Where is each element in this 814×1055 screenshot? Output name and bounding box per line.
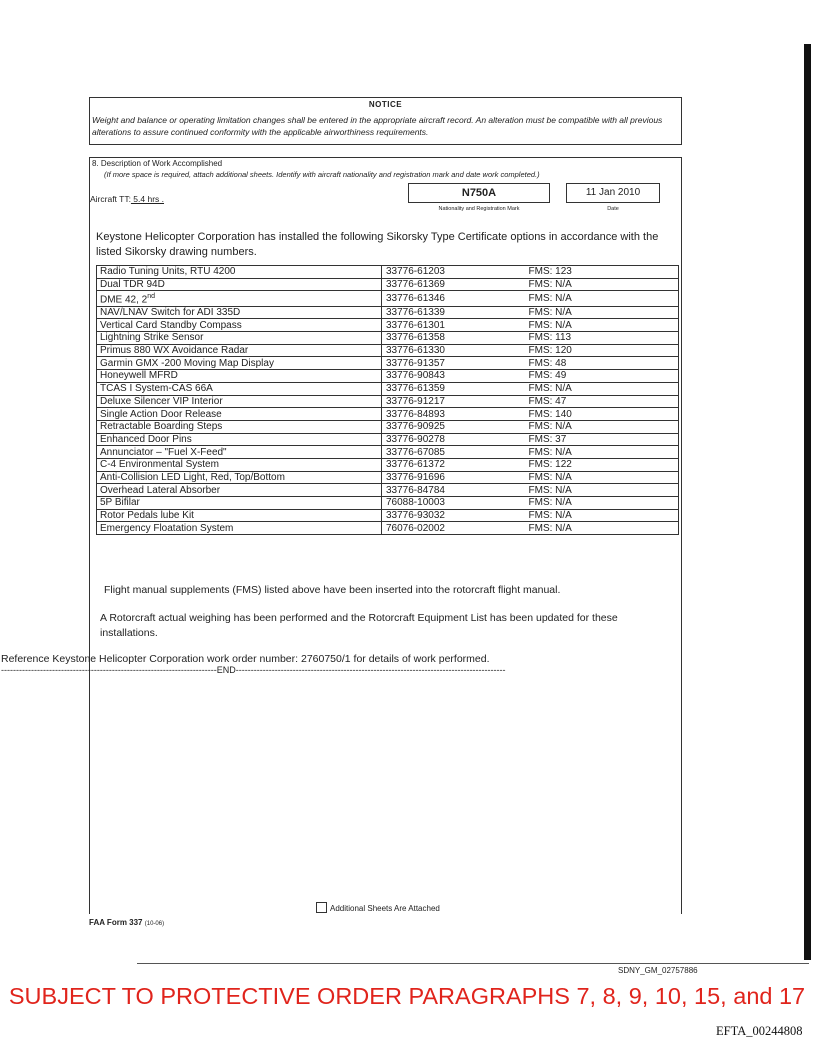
drawing-number: 76088-10003 (382, 497, 501, 510)
table-row (97, 433, 679, 446)
fms-number: FMS: 123 (501, 266, 679, 279)
option-name: DME 42, 2nd (97, 291, 382, 306)
option-name: Annunciator – "Fuel X-Feed" (97, 446, 382, 459)
additional-sheets-checkbox[interactable] (316, 902, 327, 913)
form-name: FAA Form 337 (89, 918, 143, 927)
drawing-number: 33776-61339 (382, 306, 501, 319)
work-description-section (1, 157, 682, 914)
drawing-number: 33776-91357 (382, 357, 501, 370)
section-title: 8. Description of Work Accomplished (92, 159, 223, 168)
form-id (89, 918, 164, 927)
option-name: Deluxe Silencer VIP Interior (97, 395, 382, 408)
end-line: ------------------------------------------------------------------------END------------------------------------------------------------------------------------------ (1, 665, 506, 675)
table-row (97, 497, 679, 510)
drawing-number: 33776-84893 (382, 408, 501, 421)
table-row (97, 291, 679, 306)
fms-number: FMS: N/A (501, 382, 679, 395)
option-name: TCAS I System-CAS 66A (97, 382, 382, 395)
registration-caption: Nationality and Registration Mark (438, 206, 520, 212)
table-row (97, 408, 679, 421)
notice-title: NOTICE (368, 100, 403, 109)
additional-sheets-label: Additional Sheets Are Attached (330, 904, 440, 913)
protective-order-banner: SUBJECT TO PROTECTIVE ORDER PARAGRAPHS 7, 8, 9, 10, 15, and 17 (8, 983, 806, 1009)
fms-number: FMS: 49 (501, 370, 679, 383)
table-row (97, 471, 679, 484)
weighing-note: A Rotorcraft actual weighing has been performed and the Rotorcraft Equipment List has been updated for these installations. (100, 612, 618, 639)
option-name: C-4 Environmental System (97, 458, 382, 471)
fms-number: FMS: N/A (501, 306, 679, 319)
table-row (97, 332, 679, 345)
option-name: Anti-Collision LED Light, Red, Top/Bottom (97, 471, 382, 484)
notice-text: Weight and balance or operating limitation changes shall be entered in the appropriate aircraft record. An alteration must be compatible with all previous alterations to assure continued conformity with the applicable airworthiness requirements. (92, 115, 663, 137)
fms-number: FMS: N/A (501, 522, 679, 535)
fms-note: Flight manual supplements (FMS) listed above have been inserted into the rotorcraft flight manual. (104, 584, 561, 596)
section-instructions: (If more space is required, attach additional sheets. Identify with aircraft nationality and registration mark and date work completed.) (104, 170, 540, 179)
option-name: Honeywell MFRD (97, 370, 382, 383)
table-row (97, 395, 679, 408)
aircraft-tt-label: Aircraft TT: (90, 194, 131, 204)
table-row (97, 357, 679, 370)
fms-number: FMS: 140 (501, 408, 679, 421)
form-revision: (10-06) (144, 921, 165, 927)
option-name: Enhanced Door Pins (97, 433, 382, 446)
option-name: Overhead Lateral Absorber (97, 484, 382, 497)
table-row (97, 306, 679, 319)
table-row (97, 278, 679, 291)
option-name: Dual TDR 94D (97, 278, 382, 291)
table-row (97, 484, 679, 497)
drawing-number: 33776-84784 (382, 484, 501, 497)
table-row (97, 458, 679, 471)
drawing-number: 33776-61359 (382, 382, 501, 395)
fms-number: FMS: 48 (501, 357, 679, 370)
fms-number: FMS: N/A (501, 291, 679, 306)
drawing-number: 33776-61358 (382, 332, 501, 345)
option-name: Primus 880 WX Avoidance Radar (97, 344, 382, 357)
option-name: Retractable Boarding Steps (97, 420, 382, 433)
option-name: Emergency Floatation System (97, 522, 382, 535)
option-name: Vertical Card Standby Compass (97, 319, 382, 332)
table-row (97, 266, 679, 279)
drawing-number: 33776-91696 (382, 471, 501, 484)
table-row (97, 344, 679, 357)
drawing-number: 76076-02002 (382, 522, 501, 535)
table-row (97, 370, 679, 383)
drawing-number: 33776-93032 (382, 509, 501, 522)
fms-number: FMS: 122 (501, 458, 679, 471)
notice-box (89, 97, 682, 145)
option-name: NAV/LNAV Switch for ADI 335D (97, 306, 382, 319)
option-name: Rotor Pedals lube Kit (97, 509, 382, 522)
table-row (97, 420, 679, 433)
fms-number: FMS: N/A (501, 471, 679, 484)
option-name: Radio Tuning Units, RTU 4200 (97, 266, 382, 279)
intro-paragraph: Keystone Helicopter Corporation has installed the following Sikorsky Type Certificate options in accordance with the listed Sikorsky drawing numbers. (96, 231, 659, 258)
options-table (96, 265, 679, 535)
aircraft-tt-value: 5.4 hrs . (130, 194, 165, 204)
drawing-number: 33776-67085 (382, 446, 501, 459)
fms-number: FMS: N/A (501, 484, 679, 497)
fms-number: FMS: N/A (501, 509, 679, 522)
drawing-number: 33776-61372 (382, 458, 501, 471)
fms-number: FMS: 120 (501, 344, 679, 357)
efta-number: EFTA_00244808 (716, 1024, 803, 1038)
fms-number: FMS: 37 (501, 433, 679, 446)
option-name: 5P Bifilar (97, 497, 382, 510)
fms-number: FMS: 47 (501, 395, 679, 408)
additional-sheets (316, 902, 440, 913)
drawing-number: 33776-61369 (382, 278, 501, 291)
drawing-number: 33776-61346 (382, 291, 501, 306)
fms-number: FMS: N/A (501, 319, 679, 332)
fms-number: FMS: N/A (501, 278, 679, 291)
table-row (97, 382, 679, 395)
work-date: 11 Jan 2010 (566, 183, 660, 203)
fms-number: FMS: 113 (501, 332, 679, 345)
option-name: Garmin GMX -200 Moving Map Display (97, 357, 382, 370)
drawing-number: 33776-90925 (382, 420, 501, 433)
fms-number: FMS: N/A (501, 420, 679, 433)
scan-edge-bar (804, 44, 811, 960)
fms-number: FMS: N/A (501, 446, 679, 459)
date-caption: Date (607, 206, 619, 212)
bates-number: SDNY_GM_02757886 (618, 966, 698, 975)
drawing-number: 33776-90278 (382, 433, 501, 446)
work-order-reference: Reference Keystone Helicopter Corporation work order number: 2760750/1 for details of work performed. (1, 653, 490, 665)
table-row (97, 509, 679, 522)
table-row (97, 522, 679, 535)
scan-edge-line (137, 963, 809, 964)
fms-number: FMS: N/A (501, 497, 679, 510)
table-row (97, 319, 679, 332)
option-name: Lightning Strike Sensor (97, 332, 382, 345)
drawing-number: 33776-61203 (382, 266, 501, 279)
aircraft-tt (90, 194, 164, 204)
option-name: Single Action Door Release (97, 408, 382, 421)
drawing-number: 33776-61301 (382, 319, 501, 332)
table-row (97, 446, 679, 459)
drawing-number: 33776-61330 (382, 344, 501, 357)
drawing-number: 33776-91217 (382, 395, 501, 408)
registration-mark: N750A (408, 183, 550, 203)
drawing-number: 33776-90843 (382, 370, 501, 383)
